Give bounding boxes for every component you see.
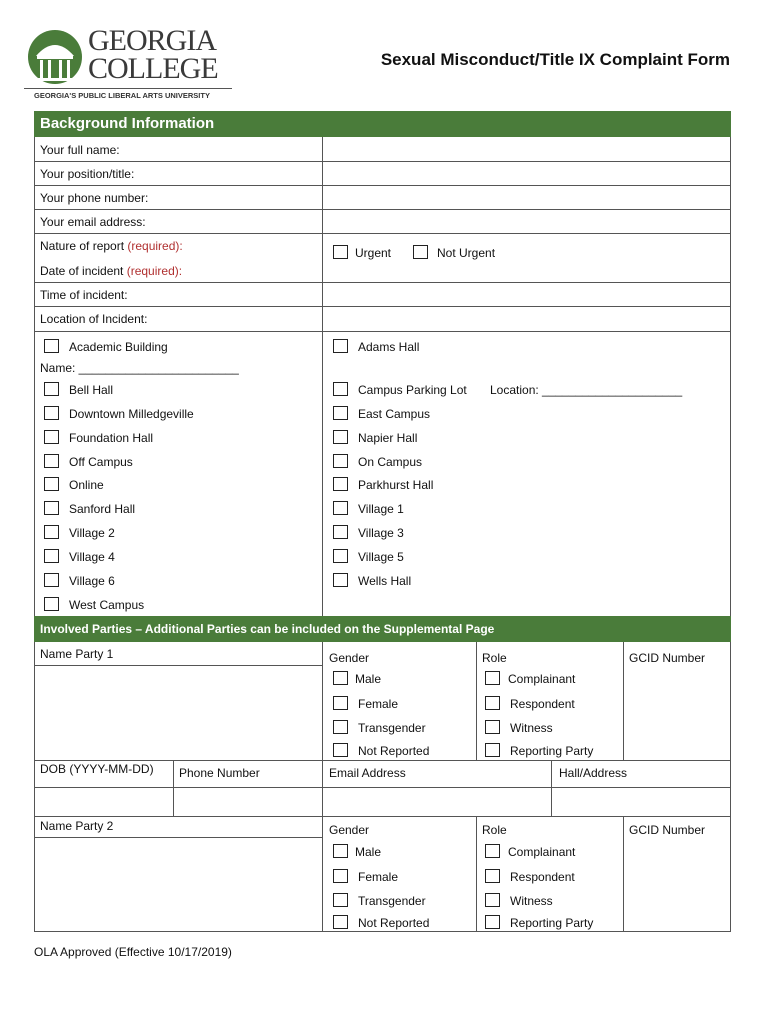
party2-not-reported-checkbox[interactable] [333,915,348,929]
party2-gcid-input[interactable] [624,838,730,931]
position-input[interactable] [323,162,730,185]
party2-name-input[interactable] [35,838,322,931]
not-urgent-label: Not Urgent [437,246,496,260]
party2-not-reported-label: Not Reported [358,916,430,930]
logo-tagline: GEORGIA'S PUBLIC LIBERAL ARTS UNIVERSITY [34,91,210,100]
downtown-label: Downtown Milledgeville [69,407,194,421]
not-urgent-checkbox[interactable] [413,245,428,259]
party2-gender-label: Gender [329,823,370,837]
village-2-checkbox[interactable] [44,525,59,539]
sanford-hall-label: Sanford Hall [69,502,136,516]
urgent-checkbox[interactable] [333,245,348,259]
nature-required-mark: (required): [127,239,183,253]
section-background-heading [34,111,731,137]
party2-male-label: Male [355,845,382,859]
campus-parking-label: Campus Parking Lot [358,383,467,397]
party1-reporting-checkbox[interactable] [485,743,500,757]
village-5-label: Village 5 [358,550,404,564]
party1-male-label: Male [355,672,382,686]
label-full-name: Your full name: [40,143,120,157]
date-required-mark: (required): [126,264,183,278]
village-4-checkbox[interactable] [44,549,59,563]
napier-hall-checkbox[interactable] [333,430,348,444]
location-input[interactable] [323,307,730,331]
party1-phone-input[interactable] [174,788,322,816]
party1-transgender-checkbox[interactable] [333,720,348,734]
logo-line-college: COLLEGE [88,52,218,85]
off-campus-label: Off Campus [69,455,133,469]
party2-female-checkbox[interactable] [333,869,348,883]
village-1-checkbox[interactable] [333,501,348,515]
time-input[interactable] [323,283,730,306]
west-campus-label: West Campus [69,598,145,612]
party1-respondent-checkbox[interactable] [485,696,500,710]
sanford-hall-checkbox[interactable] [44,501,59,515]
party2-female-label: Female [358,870,399,884]
party2-reporting-checkbox[interactable] [485,915,500,929]
logo-line-georgia: GEORGIA [88,24,216,57]
party1-transgender-label: Transgender [358,721,426,735]
on-campus-label: On Campus [358,455,423,469]
party2-complainant-checkbox[interactable] [485,844,500,858]
label-nature-text: Nature of report [40,239,128,253]
party1-witness-checkbox[interactable] [485,720,500,734]
label-nature [40,239,183,253]
party1-gcid-label: GCID Number [629,651,706,665]
party1-female-checkbox[interactable] [333,696,348,710]
village-6-checkbox[interactable] [44,573,59,587]
east-campus-checkbox[interactable] [333,406,348,420]
logo [24,26,234,102]
online-checkbox[interactable] [44,477,59,491]
academic-building-label: Academic Building [69,340,168,354]
bell-hall-label: Bell Hall [69,383,114,397]
form-title: Sexual Misconduct/Title IX Complaint Form [380,50,730,69]
wells-hall-checkbox[interactable] [333,573,348,587]
party2-transgender-label: Transgender [358,894,426,908]
party1-role-label: Role [482,651,507,665]
party1-email-label: Email Address [329,766,406,780]
party2-witness-checkbox[interactable] [485,893,500,907]
party2-respondent-checkbox[interactable] [485,869,500,883]
party1-name-input[interactable] [35,666,322,760]
email-input[interactable] [323,210,730,233]
party1-hall-label: Hall/Address [559,766,628,780]
party2-name-label: Name Party 2 [40,819,114,833]
village-5-checkbox[interactable] [333,549,348,563]
party1-dob-input[interactable] [35,788,173,816]
label-date [40,264,182,278]
bell-hall-checkbox[interactable] [44,382,59,396]
party1-name-label: Name Party 1 [40,647,114,661]
party1-phone-label: Phone Number [179,766,260,780]
label-email: Your email address: [40,215,146,229]
east-campus-label: East Campus [358,407,431,421]
party2-gcid-label: GCID Number [629,823,706,837]
party1-complainant-label: Complainant [508,672,576,686]
party2-witness-label: Witness [510,894,553,908]
village-1-label: Village 1 [358,502,404,516]
footer-approval: OLA Approved (Effective 10/17/2019) [34,945,232,959]
label-time: Time of incident: [40,288,128,302]
party1-gcid-input[interactable] [624,666,730,760]
party1-email-input[interactable] [323,788,551,816]
academic-building-checkbox[interactable] [44,339,59,353]
party2-complainant-label: Complainant [508,845,576,859]
party1-not-reported-label: Not Reported [358,744,430,758]
party1-respondent-label: Respondent [510,697,575,711]
adams-hall-checkbox[interactable] [333,339,348,353]
party1-gender-label: Gender [329,651,370,665]
party2-respondent-label: Respondent [510,870,575,884]
party1-not-reported-checkbox[interactable] [333,743,348,757]
party2-reporting-label: Reporting Party [510,916,594,930]
parkhurst-hall-checkbox[interactable] [333,477,348,491]
village-3-label: Village 3 [358,526,404,540]
off-campus-checkbox[interactable] [44,454,59,468]
party2-role-label: Role [482,823,507,837]
wells-hall-label: Wells Hall [358,574,412,588]
parking-location-line: Location: _____________________ [490,383,683,397]
downtown-checkbox[interactable] [44,406,59,420]
label-phone: Your phone number: [40,191,149,205]
section-parties-heading [34,616,731,642]
on-campus-checkbox[interactable] [333,454,348,468]
party1-hall-input[interactable] [552,788,730,816]
party1-female-label: Female [358,697,399,711]
party2-transgender-checkbox[interactable] [333,893,348,907]
napier-hall-label: Napier Hall [358,431,418,445]
campus-parking-checkbox[interactable] [333,382,348,396]
label-location: Location of Incident: [40,312,148,326]
college-building-icon [24,26,86,88]
section-background-title: Background Information [40,115,215,132]
parkhurst-hall-label: Parkhurst Hall [358,478,434,492]
party1-witness-label: Witness [510,721,553,735]
full-name-input[interactable] [323,138,730,161]
foundation-hall-label: Foundation Hall [69,431,154,445]
urgent-label: Urgent [355,246,392,260]
phone-input[interactable] [323,186,730,209]
label-position: Your position/title: [40,167,135,181]
academic-name-line: Name: ________________________ [40,361,239,375]
village-2-label: Village 2 [69,526,115,540]
village-6-label: Village 6 [69,574,115,588]
party1-reporting-label: Reporting Party [510,744,594,758]
party2-male-checkbox[interactable] [333,844,348,858]
party1-dob-label: DOB (YYYY-MM-DD) [40,762,154,776]
adams-hall-label: Adams Hall [358,340,420,354]
party1-complainant-checkbox[interactable] [485,671,500,685]
party1-male-checkbox[interactable] [333,671,348,685]
online-label: Online [69,478,104,492]
section-parties-title: Involved Parties – Additional Parties can be included on the Supplemental Page [40,622,495,636]
village-4-label: Village 4 [69,550,115,564]
foundation-hall-checkbox[interactable] [44,430,59,444]
village-3-checkbox[interactable] [333,525,348,539]
label-date-text: Date of incident [40,264,127,278]
west-campus-checkbox[interactable] [44,597,59,611]
